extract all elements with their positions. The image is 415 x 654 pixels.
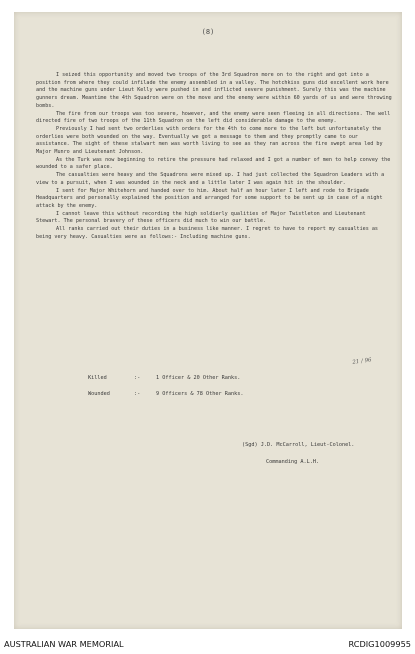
casualty-list: [88, 370, 243, 402]
footer-record-id: RCDIG1009955: [348, 639, 411, 649]
letter-body: [36, 72, 392, 241]
footer-institution: AUSTRALIAN WAR MEMORIAL: [4, 639, 124, 649]
paragraph: The casualties were heavy and the Squadrons were mixed up. I had just collected the Squadron Leaders with a view to a pursuit, when I was wounded in the neck and a little later I was again hit in the shoulder.: [36, 172, 385, 186]
casualty-row-killed: [88, 370, 243, 386]
casualty-value: 1 Officer & 20 Other Ranks.: [156, 375, 241, 381]
paragraph: As the Turk was now beginning to retire the pressure had relaxed and I got a number of men to help convey the wounded to a safer place.: [36, 156, 391, 171]
handwritten-note: 21 / 96: [352, 357, 373, 366]
casualty-separator: :-: [134, 391, 141, 397]
command-line: Commanding A.L.H.: [266, 459, 320, 465]
paragraph: The fire from our troops was too severe, however, and the enemy were seen fleeing in all directions. The well directed fire of two troops of the 11th Squadron on the left did considerable damage to the enemy.: [36, 110, 391, 125]
paragraph: I sent for Major Whitehorn and handed over to him. About half an hour later I left and rode to Brigade Headquarters and personally explained the position and arranged for some support to be sent up in case of a night attack by the enemy.: [36, 187, 383, 209]
document-page: [14, 12, 402, 629]
casualty-label: Wounded: [88, 391, 110, 397]
casualty-row-wounded: [88, 386, 243, 402]
paragraph: I cannot leave this without recording the high soldierly qualities of Major Twistleton and Lieutenant Stewart. The personal bravery of these officers did much to win our battle.: [36, 210, 366, 225]
casualty-label: Killed: [88, 375, 107, 381]
page-number: (8): [201, 28, 215, 36]
signature-line: (Sgd) J.D. McCarroll, Lieut-Colonel.: [242, 442, 355, 448]
casualty-separator: :-: [134, 375, 141, 381]
casualty-value: 9 Officers & 78 Other Ranks.: [156, 391, 244, 397]
paragraph: I seized this opportunity and moved two troops of the 3rd Squadron more on to the right and got into a position from where they could infilade the enemy assembled in a valley. The hotchkiss guns did excellent work here and the machine guns under Lieut Kelly were pushed in and inflicted severe punishment. Surely this was the machine gunners dream. Meantime the 4th Squadron were on the move and the enemy were within 60 yards of us and were throwing bombs.: [36, 72, 392, 109]
paragraph: All ranks carried out their duties in a business like manner. I regret to have to report my casualties as being very heavy. Casualties were as follows:- Including machine guns.: [36, 226, 379, 240]
paragraph: Previously I had sent two orderlies with orders for the 4th to come more to the left but unfortunately the orderlies were both wounded on the way. Eventually we got a message to them and they promptly came to our assistance. The sight of these stalwart men was worth living to see as they ran across the fire swept area led by Major Munro and Lieutenant Johnson.: [36, 125, 383, 156]
archive-footer: [0, 639, 415, 654]
